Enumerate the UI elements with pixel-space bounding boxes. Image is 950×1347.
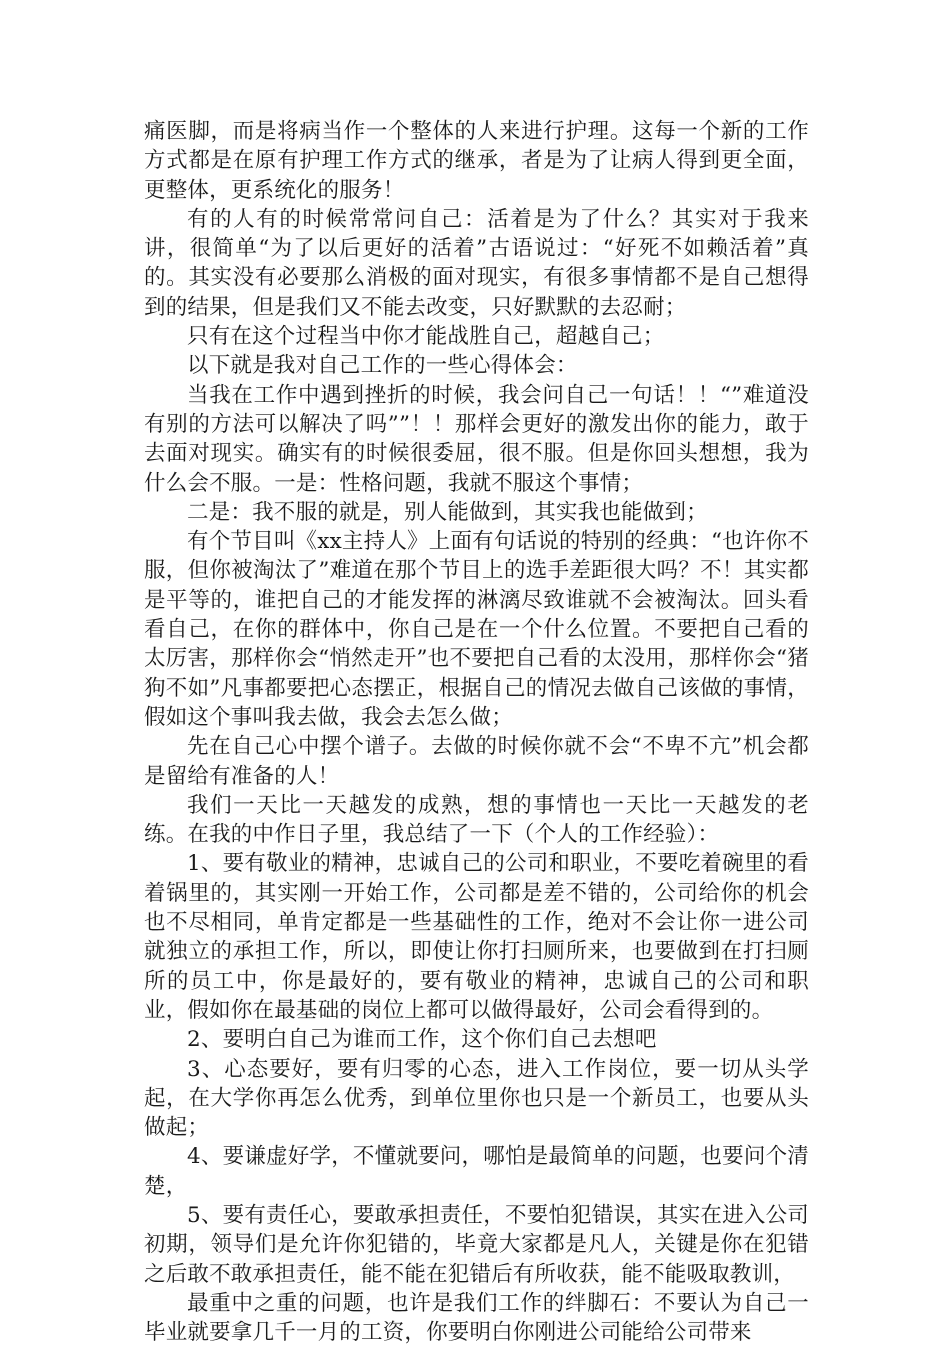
document-body <box>144 117 809 1347</box>
paragraph: 最重中之重的问题，也许是我们工作的绊脚石：不要认为自己一毕业就要拿几千一月的工资，你要明白你刚进公司能给公司带来 <box>144 1290 809 1346</box>
paragraph: 二是：我不服的就是，别人能做到，其实我也能做到； <box>187 499 708 525</box>
list-item: 2、要明白自己为谁而工作，这个你们自己去想吧 <box>187 1027 657 1053</box>
paragraph: 先在自己心中摆个谱子。去做的时候你就不会“不卑不亢”机会都是留给有准备的人！ <box>144 734 809 789</box>
paragraph: 我们一天比一天越发的成熟，想的事情也一天比一天越发的老练。在我的中作日子里，我总结了一下（个人的工作经验）： <box>144 792 809 848</box>
paragraph: 只有在这个过程当中你才能战胜自己，超越自己； <box>187 324 665 350</box>
list-item: 3、心态要好，要有归零的心态，进入工作岗位，要一切从头学起，在大学你再怎么优秀，到单位里你也只是一个新员工，也要从头做起； <box>144 1056 809 1141</box>
list-item: 5、要有责任心，要敢承担责任，不要怕犯错误，其实在进入公司初期，领导们是允许你犯错的，毕竟大家都是凡人，关键是你在犯错之后敢不敢承担责任，能不能在犯错后有所收获，能不能吸取教训， <box>144 1202 809 1287</box>
paragraph: 有的人有的时候常常问自己：活着是为了什么？其实对于我来讲，很简单“为了以后更好的活着”古语说过：“好死不如赖活着”真的。其实没有必要那么消极的面对现实，有很多事情都不是自己想得到的结果，但是我们又不能去改变，只好默默的去忍耐； <box>144 206 809 320</box>
list-item: 4、要谦虚好学，不懂就要问，哪怕是最简单的问题，也要问个清楚， <box>144 1144 809 1199</box>
paragraph: 当我在工作中遇到挫折的时候，我会问自己一句话！！“”难道没有别的方法可以解决了吗””！！那样会更好的激发出你的能力，敢于去面对现实。确实有的时候很委屈，很不服。但是你回头想想，我为什么会不服。一是：性格问题，我就不服这个事情； <box>144 382 809 496</box>
paragraph: 有个节目叫《xx主持人》上面有句话说的特别的经典：“也许你不服，但你被淘汰了”难道在那个节目上的选手差距很大吗？不！其实都是平等的，谁把自己的才能发挥的淋漓尽致谁就不会被淘汰。回头看看自己，在你的群体中，你自己是在一个什么位置。不要把自己看的太厉害，那样你会“悄然走开”也不要把自己看的太没用，那样你会“猪狗不如”凡事都要把心态摆正，根据自己的情况去做自己该做的事情，假如这个事叫我去做，我会去怎么做； <box>144 529 809 730</box>
paragraph: 以下就是我对自己工作的一些心得体会： <box>187 353 578 379</box>
list-item: 1、要有敬业的精神，忠诚自己的公司和职业，不要吃着碗里的看着锅里的，其实刚一开始工作，公司都是差不错的，公司给你的机会也不尽相同，单肯定都是一些基础性的工作，绝对不会让你一进公司就独立的承担工作，所以，即使让你打扫厕所来，也要做到在打扫厕所的员工中，你是最好的，要有敬业的精神，忠诚自己的公司和职业，假如你在最基础的岗位上都可以做得最好，公司会看得到的。 <box>144 851 809 1023</box>
paragraph: 痛医脚，而是将病当作一个整体的人来进行护理。这每一个新的工作方式都是在原有护理工作方式的继承，者是为了让病人得到更全面，更整体，更系统化的服务！ <box>144 119 809 203</box>
